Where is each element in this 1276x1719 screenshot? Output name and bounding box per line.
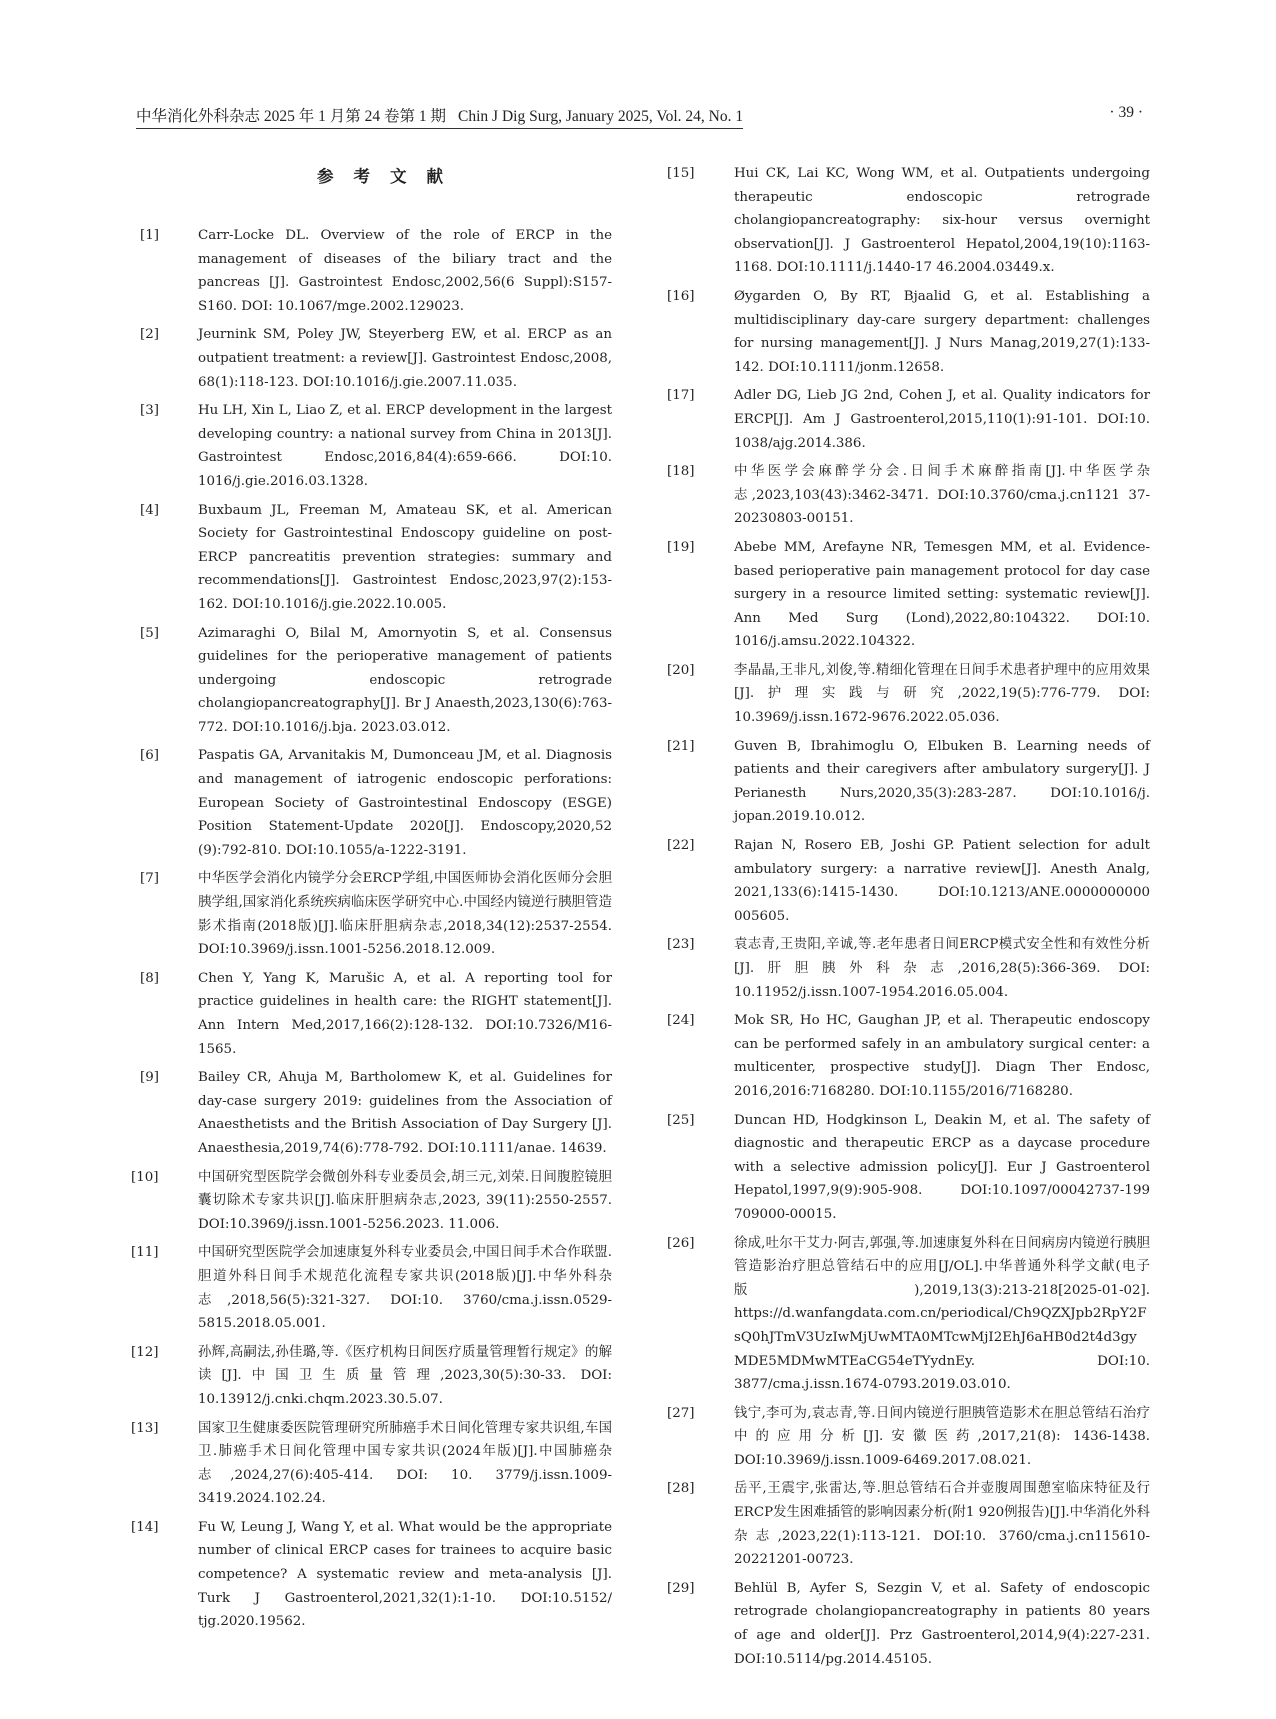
reference-number: [4] xyxy=(140,502,159,518)
reference-text: Rajan N, Rosero EB, Joshi GP. Patient selection for adult ambulatory surgery: a narrative review[J]. Anesth Analg, 2021,133(6):1415-1430. DOI:10.1213/ANE.0000000000 005605. xyxy=(734,838,1150,924)
reference-number: [5] xyxy=(140,625,159,641)
reference-item xyxy=(667,384,1150,455)
reference-text: Mok SR, Ho HC, Gaughan JP, et al. Therapeutic endoscopy can be performed safely in an ambulatory surgical center: a multicenter, prospective study[J]. Diagn Ther Endosc, 2016,2016:7168280. DOI:10.1155/2016/7168280. xyxy=(734,1013,1150,1099)
reference-text: Bailey CR, Ahuja M, Bartholomew K, et al. Guidelines for day-case surgery 2019: guidelines from the Association of Anaesthetists and the British Association of Day Surgery [J]. Anaesthesia,2019,74(6):778-792. DOI:10.1111/anae. 14639. xyxy=(198,1070,612,1156)
reference-item xyxy=(140,622,612,740)
reference-item xyxy=(131,1417,612,1511)
reference-item xyxy=(131,1516,612,1634)
reference-item xyxy=(667,933,1150,1004)
references-heading: 参考文献 xyxy=(317,167,463,186)
reference-item xyxy=(667,460,1150,531)
reference-number: [17] xyxy=(667,388,695,404)
reference-text: Buxbaum JL, Freeman M, Amateau SK, et al. American Society for Gastrointestinal Endoscopy guideline on post-ERCP pancreatitis prevention strategies: summary and recommendations[J]. Gastrointest Endosc,2023,97(2):153-162. DOI:10.1016/j.gie.2022.10.005. xyxy=(198,502,612,612)
reference-text: Chen Y, Yang K, Marušic A, et al. A reporting tool for practice guidelines in health care: the RIGHT statement[J]. Ann Intern Med,2017,166(2):128-132. DOI:10.7326/M16-1565. xyxy=(198,970,612,1057)
running-header xyxy=(136,104,1143,126)
reference-text: Duncan HD, Hodgkinson L, Deakin M, et al. The safety of diagnostic and therapeutic ERCP as a daycase procedure with a selective admission policy[J]. Eur J Gastroenterol Hepatol,1997,9(9):905-908. DOI:10.1097/00042737-199 709000-00015. xyxy=(734,1112,1150,1222)
reference-text: 袁志青,王贵阳,辛诚,等.老年患者日间ERCP模式安全性和有效性分析[J].肝胆胰外科杂志,2016,28(5):366-369. DOI: 10.11952/j.issn.1007-1954.2016.05.004. xyxy=(734,937,1150,1000)
reference-text: Hu LH, Xin L, Liao Z, et al. ERCP development in the largest developing country: a national survey from China in 2013[J]. Gastrointest Endosc,2016,84(4):659-666. DOI:10. 1016/j.gie.2016.03.1328. xyxy=(198,403,612,489)
reference-text: 李晶晶,王非凡,刘俊,等.精细化管理在日间手术患者护理中的应用效果[J].护理实践与研究,2022,19(5):776-779. DOI: 10.3969/j.issn.1672-9676.2022.05.036. xyxy=(734,662,1150,726)
journal-name-cn: 中华消化外科杂志 2025 年 1 月第 24 卷第 1 期 xyxy=(136,108,447,125)
reference-number: [19] xyxy=(667,539,695,555)
reference-text: Jeurnink SM, Poley JW, Steyerberg EW, et al. ERCP as an outpatient treatment: a review[J]. Gastrointest Endosc,2008, 68(1):118-123. DOI:10.1016/j.gie.2007.11.035. xyxy=(198,327,612,390)
reference-number: [9] xyxy=(140,1070,159,1086)
reference-item xyxy=(140,399,612,493)
reference-number: [28] xyxy=(667,1481,695,1497)
reference-number: [6] xyxy=(140,748,159,764)
reference-number: [25] xyxy=(667,1112,695,1128)
reference-item xyxy=(140,224,612,318)
reference-number: [18] xyxy=(667,464,695,480)
reference-item xyxy=(667,1402,1150,1473)
reference-item xyxy=(667,162,1150,280)
reference-text: 中华医学会消化内镜学分会ERCP学组,中国医师协会消化医师分会胆胰学组,国家消化系统疾病临床医学研究中心.中国经内镜逆行胰胆管造影术指南(2018版)[J].临床肝胆病杂志,2018,34(12):2537-2554. DOI:10.3969/j.issn.1001-5256.2018.12.009. xyxy=(198,871,612,958)
reference-text: Behlül B, Ayfer S, Sezgin V, et al. Safety of endoscopic retrograde cholangiopancreatography in patients 80 years of age and older[J]. Prz Gastroenterol,2014,9(4):227-231. DOI:10.5114/pg.2014.45105. xyxy=(734,1580,1150,1667)
references-column-right xyxy=(667,162,1150,1676)
reference-text: Hui CK, Lai KC, Wong WM, et al. Outpatients undergoing therapeutic endoscopic retrograde cholangiopancreatography: six-hour versus overnight observation[J]. J Gastroenterol Hepatol,2004,19(10):1163-1168. DOI:10.1111/j.1440-17 46.2004.03449.x. xyxy=(734,166,1150,276)
reference-number: [22] xyxy=(667,838,695,854)
reference-text: Azimaraghi O, Bilal M, Amornyotin S, et al. Consensus guidelines for the perioperative management of patients undergoing endoscopic retrograde cholangiopancreatography[J]. Br J Anaesth,2023,130(6):763-772. DOI:10.1016/j.bja. 2023.03.012. xyxy=(198,625,612,735)
reference-text: 国家卫生健康委医院管理研究所肺癌手术日间化管理专家共识组,车国卫.肺癌手术日间化管理中国专家共识(2024年版)[J].中国肺癌杂志,2024,27(6):405-414. DOI: 10. 3779/j.issn.1009-3419.2024.102.24. xyxy=(198,1420,612,1507)
journal-header xyxy=(136,104,743,129)
reference-number: [8] xyxy=(140,970,159,986)
reference-number: [27] xyxy=(667,1405,695,1421)
reference-number: [20] xyxy=(667,662,695,678)
reference-item xyxy=(131,1166,612,1237)
reference-item xyxy=(140,323,612,394)
reference-number: [15] xyxy=(667,166,695,181)
reference-text: Paspatis GA, Arvanitakis M, Dumonceau JM, et al. Diagnosis and management of iatrogenic endoscopic perforations: European Society of Gastrointestinal Endoscopy (ESGE) Position Statement-Update 2020[J]. Endoscopy,2020,52 (9):792-810. DOI:10.1055/a-1222-3191. xyxy=(198,748,612,858)
reference-text: Fu W, Leung J, Wang Y, et al. What would be the appropriate number of clinical ERCP cases for trainees to acquire basic competence? A systematic review and meta-analysis [J]. Turk J Gastroenterol,2021,32(1):1-10. DOI:10.5152/ tjg.2020.19562. xyxy=(198,1519,612,1630)
reference-item xyxy=(667,1577,1150,1671)
reference-number: [13] xyxy=(131,1420,159,1436)
reference-text: 孙辉,高嗣法,孙佳璐,等.《医疗机构日间医疗质量管理暂行规定》的解读[J].中国卫生质量管理,2023,30(5):30-33. DOI: 10.13912/j.cnki.chqm.2023.30.5.07. xyxy=(198,1344,612,1407)
reference-number: [7] xyxy=(140,871,159,887)
reference-number: [3] xyxy=(140,403,159,419)
reference-number: [26] xyxy=(667,1235,695,1251)
reference-number: [16] xyxy=(667,288,695,304)
reference-text: Carr-Locke DL. Overview of the role of ERCP in the management of diseases of the biliary tract and the pancreas [J]. Gastrointest Endosc,2002,56(6 Suppl):S157-S160. DOI: 10.1067/mge.2002.129023. xyxy=(198,228,612,314)
reference-number: [24] xyxy=(667,1013,695,1029)
reference-text: Guven B, Ibrahimoglu O, Elbuken B. Learning needs of patients and their caregivers after ambulatory surgery[J]. J Perianesth Nurs,2020,35(3):283-287. DOI:10.1016/j. jopan.2019.10.012. xyxy=(734,738,1150,825)
references-column-left xyxy=(131,224,612,1639)
reference-number: [1] xyxy=(140,228,159,243)
reference-number: [12] xyxy=(131,1344,159,1360)
reference-number: [23] xyxy=(667,937,695,953)
reference-number: [10] xyxy=(131,1169,159,1185)
reference-number: [21] xyxy=(667,738,695,754)
reference-item xyxy=(140,967,612,1061)
reference-number: [14] xyxy=(131,1519,159,1535)
reference-text: Adler DG, Lieb JG 2nd, Cohen J, et al. Quality indicators for ERCP[J]. Am J Gastroenterol,2015,110(1):91-101. DOI:10. 1038/ajg.2014.386. xyxy=(734,388,1150,451)
reference-item xyxy=(667,285,1150,379)
reference-item xyxy=(667,1109,1150,1227)
reference-item xyxy=(140,1066,612,1160)
reference-text: Abebe MM, Arefayne NR, Temesgen MM, et al. Evidence-based perioperative pain management protocol for day case surgery in a resource limited setting: systematic review[J]. Ann Med Surg (Lond),2022,80:104322. DOI:10. 1016/j.amsu.2022.104322. xyxy=(734,539,1150,650)
reference-item xyxy=(667,1477,1150,1571)
reference-item xyxy=(667,834,1150,928)
reference-item xyxy=(667,536,1150,654)
reference-text: 钱宁,李可为,袁志青,等.日间内镜逆行胆胰管造影术在胆总管结石治疗中的应用分析[J].安徽医药,2017,21(8): 1436-1438. DOI:10.3969/j.issn.1009-6469.2017.08.021. xyxy=(734,1405,1150,1468)
page-number: · 39 · xyxy=(1109,104,1143,121)
reference-number: [11] xyxy=(131,1245,159,1261)
reference-item xyxy=(667,1232,1150,1397)
reference-text: 中国研究型医院学会加速康复外科专业委员会,中国日间手术合作联盟.胆道外科日间手术规范化流程专家共识(2018版)[J].中华外科杂志,2018,56(5):321-327. DOI:10. 3760/cma.j.issn.0529-5815.2018.05.001. xyxy=(198,1245,612,1332)
reference-number: [29] xyxy=(667,1580,695,1596)
reference-text: 中国研究型医院学会微创外科专业委员会,胡三元,刘荣.日间腹腔镜胆囊切除术专家共识[J].临床肝胆病杂志,2023, 39(11):2550-2557. DOI:10.3969/j.issn.1001-5256.2023. 11.006. xyxy=(198,1169,612,1232)
reference-item xyxy=(667,735,1150,829)
reference-text: 徐成,吐尔干艾力·阿吉,郭强,等.加速康复外科在日间病房内镜逆行胰胆管造影治疗胆总管结石中的应用[J/OL].中华普通外科学文献(电子版),2019,13(3):213-218[2025-01-02]. https://d.wanfangdata.com.cn/periodical/Ch9QZXJpb2RpY2FsQ0hJTmV3UzIwMjUwMTA0MTcwMjI2EhJ6aHB0d2t4d3gyMDE5MDMwMTEaCG54eTYydnEy. DOI:10. 3877/cma.j.issn.1674-0793.2019.03.010. xyxy=(734,1235,1150,1393)
journal-name-en: Chin J Dig Surg, January 2025, Vol. 24, No. 1 xyxy=(458,108,744,125)
reference-item xyxy=(140,744,612,862)
reference-item xyxy=(667,659,1150,730)
reference-text: Øygarden O, By RT, Bjaalid G, et al. Establishing a multidisciplinary day-care surgery department: challenges for nursing management[J]. J Nurs Manag,2019,27(1):133-142. DOI:10.1111/jonm.12658. xyxy=(734,288,1150,375)
reference-item xyxy=(131,1241,612,1335)
reference-text: 岳平,王震宇,张雷达,等.胆总管结石合并壶腹周围憩室临床特征及行ERCP发生困难插管的影响因素分析(附1 920例报告)[J].中华消化外科杂志,2023,22(1):113-121. DOI:10. 3760/cma.j.cn115610-20221201-00723. xyxy=(734,1481,1150,1568)
reference-item xyxy=(667,1009,1150,1103)
reference-item xyxy=(140,867,612,961)
reference-item xyxy=(131,1341,612,1412)
reference-item xyxy=(140,499,612,617)
reference-number: [2] xyxy=(140,327,159,343)
reference-text: 中华医学会麻醉学分会.日间手术麻醉指南[J].中华医学杂志,2023,103(43):3462-3471. DOI:10.3760/cma.j.cn1121 37-20230803-00151. xyxy=(734,464,1150,527)
